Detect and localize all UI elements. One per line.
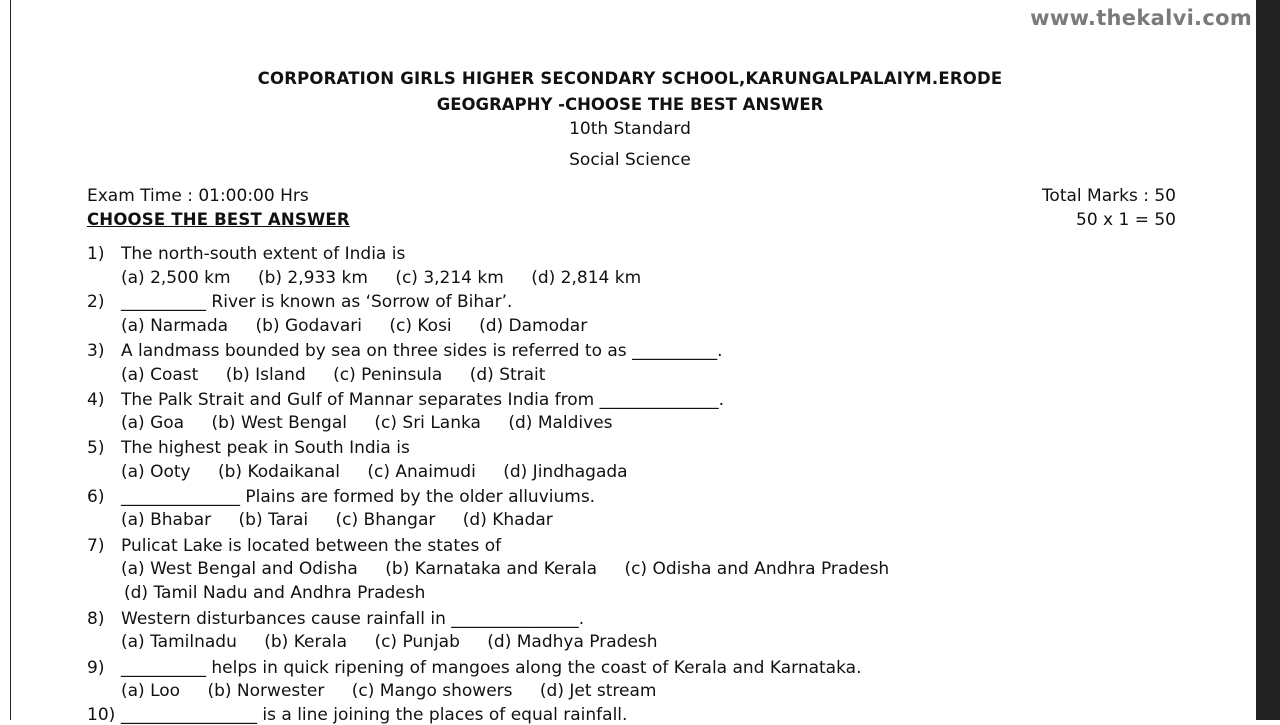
option-b: (b) Karnataka and Kerala	[385, 559, 598, 579]
options-2	[121, 316, 609, 336]
standard: 10th Standard	[569, 119, 691, 139]
question-number: 8)	[87, 609, 105, 629]
question-number: 9)	[87, 658, 105, 678]
question-9	[87, 658, 861, 678]
question-6	[87, 487, 595, 507]
question-7	[87, 536, 501, 556]
option-b: (b) Norwester	[207, 681, 325, 701]
option-d: (d) Jindhagada	[503, 462, 628, 482]
option-c: (c) 3,214 km	[395, 268, 504, 288]
question-number: 1)	[87, 244, 105, 264]
question-2	[87, 292, 512, 312]
question-4	[87, 390, 724, 410]
options-7-extra	[124, 583, 447, 603]
watermark: www.thekalvi.com	[1030, 6, 1252, 30]
question-text: Pulicat Lake is located between the states of	[121, 536, 502, 556]
option-b: (b) Island	[225, 365, 306, 385]
question-text: __________ River is known as ‘Sorrow of Bihar’.	[121, 292, 513, 312]
option-b: (b) Godavari	[255, 316, 362, 336]
options-1	[121, 268, 663, 288]
question-number: 3)	[87, 341, 105, 361]
options-7	[121, 559, 911, 579]
question-text: ______________ Plains are formed by the older alluviums.	[121, 487, 596, 507]
option-b: (b) West Bengal	[211, 413, 347, 433]
option-d: (d) Khadar	[462, 510, 553, 530]
question-number: 10)	[87, 705, 116, 725]
marks-calculation: 50 x 1 = 50	[1076, 210, 1176, 230]
question-number: 2)	[87, 292, 105, 312]
question-10	[87, 705, 627, 725]
option-d: (d) Damodar	[479, 316, 588, 336]
question-5	[87, 438, 410, 458]
option-a: (a) Bhabar	[121, 510, 212, 530]
option-a: (a) Goa	[121, 413, 185, 433]
question-text: Western disturbances cause rainfall in _______________.	[121, 609, 585, 629]
question-number: 4)	[87, 390, 105, 410]
options-6	[121, 510, 575, 530]
option-d: (d) 2,814 km	[531, 268, 642, 288]
option-a: (a) Ooty	[121, 462, 191, 482]
option-c: (c) Anaimudi	[367, 462, 476, 482]
question-text: The Palk Strait and Gulf of Mannar separates India from ______________.	[121, 390, 725, 410]
option-a: (a) West Bengal and Odisha	[121, 559, 358, 579]
option-a: (a) Narmada	[121, 316, 229, 336]
options-3	[121, 365, 567, 385]
option-b: (b) Kerala	[264, 632, 348, 652]
option-d: (d) Maldives	[508, 413, 613, 433]
option-a: (a) Loo	[121, 681, 181, 701]
option-d: (d) Strait	[469, 365, 546, 385]
exam-time: Exam Time : 01:00:00 Hrs	[87, 186, 309, 206]
option-c: (c) Kosi	[389, 316, 452, 336]
question-text: __________ helps in quick ripening of mangoes along the coast of Kerala and Karnataka.	[121, 658, 862, 678]
school-name: CORPORATION GIRLS HIGHER SECONDARY SCHOOL,KARUNGALPALAIYM.ERODE	[257, 69, 1003, 88]
option-d: (d) Jet stream	[539, 681, 657, 701]
option-c: (c) Punjab	[374, 632, 460, 652]
question-text: The highest peak in South India is	[121, 438, 410, 458]
question-text: The north-south extent of India is	[121, 244, 406, 264]
option-d: (d) Madhya Pradesh	[487, 632, 658, 652]
section-title: CHOOSE THE BEST ANSWER	[87, 210, 350, 229]
question-number: 5)	[87, 438, 105, 458]
option-a: (a) 2,500 km	[121, 268, 231, 288]
option-b: (b) Kodaikanal	[218, 462, 340, 482]
option-a: (a) Coast	[121, 365, 199, 385]
option-b: (b) Tarai	[238, 510, 309, 530]
option-b: (b) 2,933 km	[257, 268, 368, 288]
options-4	[121, 413, 635, 433]
option-c: (c) Bhangar	[335, 510, 436, 530]
option-d: (d) Tamil Nadu and Andhra Pradesh	[124, 583, 426, 603]
option-a: (a) Tamilnadu	[121, 632, 237, 652]
options-9	[121, 681, 678, 701]
question-number: 7)	[87, 536, 105, 556]
options-8	[121, 632, 680, 652]
option-c: (c) Peninsula	[333, 365, 443, 385]
options-5	[121, 462, 650, 482]
option-c: (c) Sri Lanka	[374, 413, 481, 433]
option-c: (c) Mango showers	[351, 681, 513, 701]
total-marks: Total Marks : 50	[1041, 186, 1176, 206]
question-number: 6)	[87, 487, 105, 507]
option-c: (c) Odisha and Andhra Pradesh	[624, 559, 890, 579]
exam-subject: GEOGRAPHY -CHOOSE THE BEST ANSWER	[436, 95, 824, 114]
question-1	[87, 244, 405, 264]
question-text: ________________ is a line joining the places of equal rainfall.	[121, 705, 628, 725]
question-text: A landmass bounded by sea on three sides is referred to as __________.	[121, 341, 723, 361]
question-8	[87, 609, 584, 629]
question-3	[87, 341, 722, 361]
paper-name: Social Science	[569, 150, 691, 170]
